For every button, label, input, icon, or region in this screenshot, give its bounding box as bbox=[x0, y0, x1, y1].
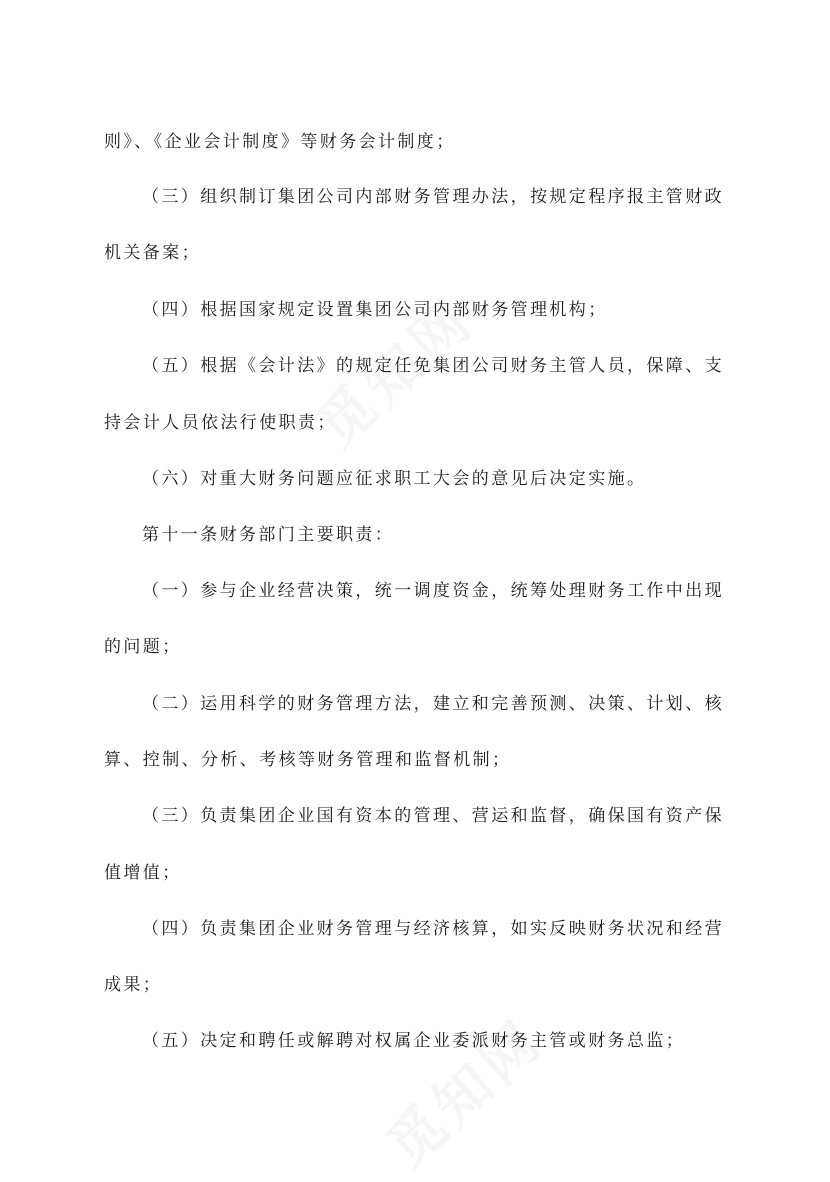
text-line: 机关备案； bbox=[104, 243, 201, 263]
text-line: 的问题； bbox=[104, 637, 182, 657]
text-line: （五）决定和聘任或解聘对权属企业委派财务主管或财务总监； bbox=[142, 1031, 686, 1051]
text-line: （一）参与企业经营决策，统一调度资金，统筹处理财务工作中出现 bbox=[142, 581, 724, 601]
text-line: （六）对重大财务问题应征求职工大会的意见后决定实施。 bbox=[142, 469, 647, 489]
text-line: （四）负责集团企业财务管理与经济核算，如实反映财务状况和经营 bbox=[142, 919, 724, 939]
text-line: （三）负责集团企业国有资本的管理、营运和监督，确保国有资产保 bbox=[142, 806, 724, 826]
watermark bbox=[367, 998, 559, 1182]
text-line: （四）根据国家规定设置集团公司内部财务管理机构； bbox=[142, 300, 608, 320]
text-line: 则》、《企业会计制度》等财务会计制度； bbox=[104, 132, 456, 152]
text-line: 持会计人员依法行使职责； bbox=[104, 413, 337, 433]
text-line: 算、控制、分析、考核等财务管理和监督机制； bbox=[104, 750, 512, 770]
text-line: （二）运用科学的财务管理方法，建立和完善预测、决策、计划、核 bbox=[142, 694, 724, 714]
section-heading: 第十一条财务部门主要职责： bbox=[142, 525, 395, 545]
text-line: 值增值； bbox=[104, 863, 182, 883]
text-line: （五）根据《会计法》的规定任免集团公司财务主管人员，保障、支 bbox=[142, 356, 724, 376]
text-line: （三）组织制订集团公司内部财务管理办法，按规定程序报主管财政 bbox=[142, 187, 724, 207]
text-line: 成果； bbox=[104, 975, 163, 995]
